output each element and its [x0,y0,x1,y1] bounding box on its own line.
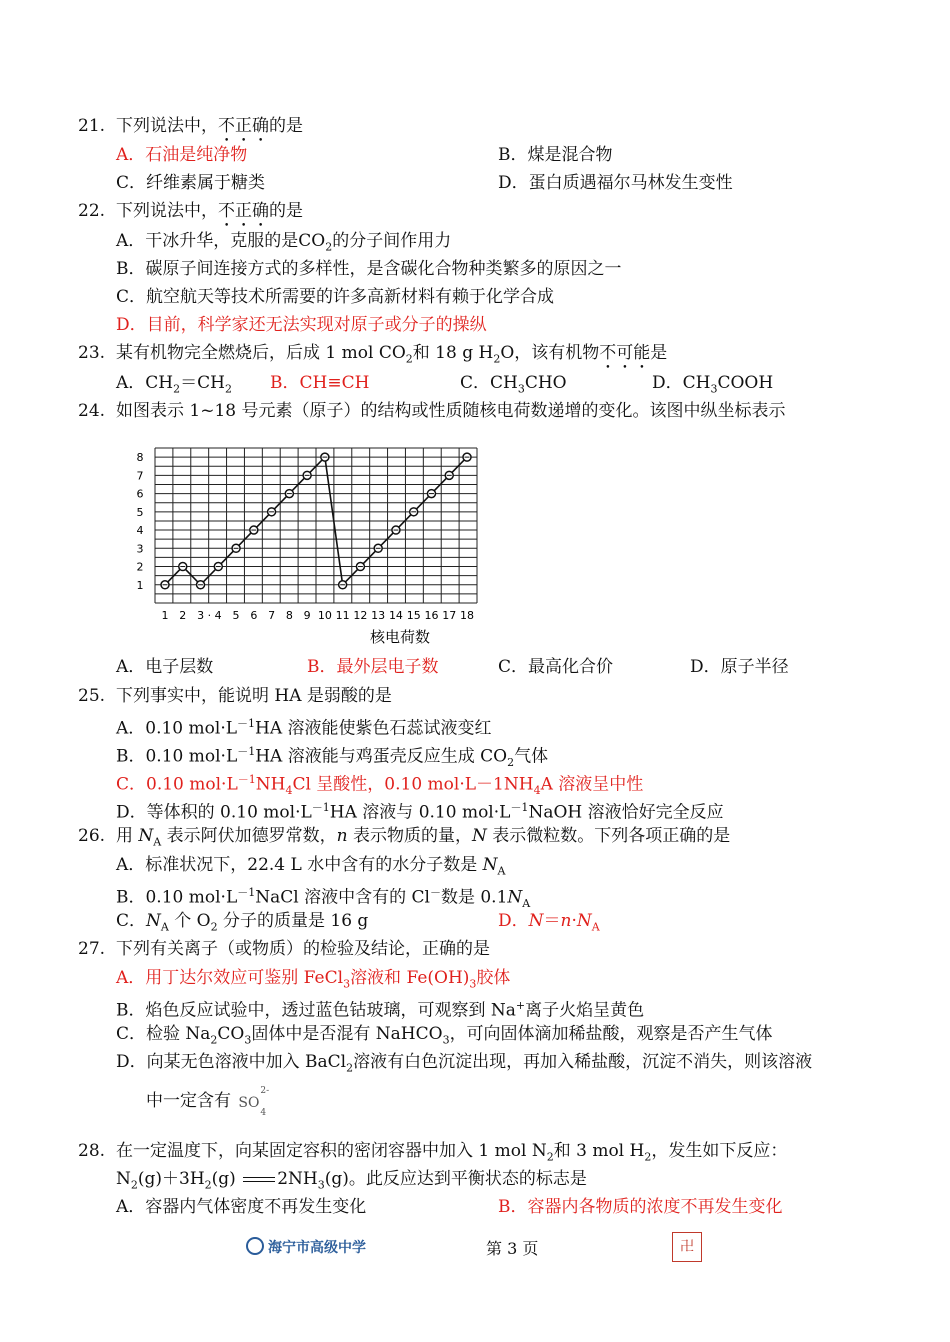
x-tick-label: 7 [268,609,276,622]
q28-option-a: A．容器内气体密度不再发生变化 [116,1197,367,1217]
x-tick-label: 14 [388,609,403,622]
q22-option-a: A．干冰升华，克服的是$CO_2$的分子间作用力 [116,231,452,254]
x-tick-label: 8 [285,609,293,622]
x-tick-label: 2 [179,609,187,622]
y-tick-label: 8 [136,451,144,465]
x-tick-label: 1 [161,609,169,622]
q27-option-c: C．检验 $Na_2CO_3$固体中是否混有 NaHCO$_3$，可向固体滴加稀盐酸，观察是否产生气体 [116,1024,773,1047]
x-tick-label: 17 [442,609,457,622]
q26-option-d: D．$N=n\cdot N_A$ [498,911,600,934]
q23-option-b: B．CH≡CH [270,373,370,393]
y-tick-label: 6 [136,487,144,501]
y-tick-label: 7 [136,469,144,483]
q27-option-d-line2: 中一定含有 SO 2- 4 [146,1084,272,1112]
q21-option-c: C．纤维素属于糖类 [116,173,266,193]
q26-option-a: A．标准状况下，22.4 L 水中含有的水分子数是 $N_A$ [116,855,506,878]
logo-circle-icon [246,1237,264,1255]
q27-stem: 27. 下列有关离子（或物质）的检验及结论，正确的是 [78,939,490,959]
x-tick-label: 13 [371,609,386,622]
chart-x-ticks [162,609,475,622]
q21-stem: 21. 下列说法中，不正确的是 [78,116,303,136]
q23-option-d: D．$CH_3COOH$ [652,373,774,396]
q24-option-c: C．最高化合价 [498,657,614,677]
q22-option-b: B．碳原子间连接方式的多样性，是含碳化合物种类繁多的原因之一 [116,259,622,279]
q25-option-c: C．0.10 $mol\cdot L^{-1}NH_4Cl$ 呈酸性，0.10 $mol\cdot L-1NH_4A$ 溶液呈中性 [116,773,644,798]
q26-option-c: C．$N_A$ 个 $O_2$ 分子的质量是 16 g [116,911,369,934]
q26-option-b: B．0.10 $mol\cdot L^{-1}NaCl$ 溶液中含有的 Cl－数是 $0.1N_A$ [116,886,531,911]
q22-option-c: C．航空航天等技术所需要的许多高新材料有赖于化学合成 [116,287,555,307]
q26-stem: 26. 用 $N_A$ 表示阿伏加德罗常数，n 表示物质的量，N 表示微粒数。下列各项正确的是 [78,826,731,849]
x-tick-label: 5 [232,609,240,622]
q21-option-b: B．煤是混合物 [498,145,613,165]
school-logo: 海宁市高级中学 [246,1237,366,1257]
y-tick-label: 3 [136,542,144,556]
q24-stem: 24. 如图表示 1~18 号元素（原子）的结构或性质随核电荷数递增的变化。该图中纵坐标表示 [78,401,786,421]
y-tick-label: 1 [136,578,144,592]
x-tick-label: 9 [303,609,311,622]
x-tick-label: 16 [424,609,439,622]
y-tick-label: 2 [136,560,144,574]
q23-option-c: C．$CH_3CHO$ [460,373,567,396]
q23-stem: 23. 某有机物完全燃烧后，后成 1 mol $CO_2$和 18 g $H_2O$，该有机物不可能是 [78,343,668,366]
q24-chart [130,440,490,650]
q27-option-a: A．用丁达尔效应可鉴别 FeCl$_3$溶液和 $Fe(OH)_3$胶体 [116,968,511,991]
y-tick-label: 5 [136,505,144,519]
sulfate-ion: SO 2- 4 [238,1086,270,1118]
x-tick-label: 18 [460,609,474,622]
q21-option-a: A．石油是纯净物 [116,145,248,165]
q24-option-d: D．原子半径 [690,657,789,677]
x-tick-label: 6 [250,609,258,622]
page-number: 第 3 页 [486,1239,539,1258]
q25-option-b: B．0.10 $mol\cdot L^{-1}HA$ 溶液能与鸡蛋壳反应生成 $CO_2$气体 [116,745,549,770]
chart-y-ticks [137,451,144,592]
q22-stem: 22. 下列说法中，不正确的是 [78,201,303,221]
x-tick-label: 12 [353,609,368,622]
x-tick-label: 3 · 4 [197,609,222,622]
chart-grid [155,448,477,603]
q21-option-d: D．蛋白质遇福尔马林发生变性 [498,173,733,193]
q22-option-d: D．目前，科学家还无法实现对原子或分子的操纵 [116,315,487,335]
q28-stem: 28. 在一定温度下，向某固定容积的密闭容器中加入 1 mol $N_2$和 3 mol $H_2$，发生如下反应： [78,1141,788,1164]
x-axis-label: 核电荷数 [369,628,431,646]
q25-option-d: D．等体积的 0.10 $mol\cdot L^{-1}HA$ 溶液与 0.10 $mol\cdot L^{-1}NaOH$ 溶液恰好完全反应 [116,801,724,823]
equilibrium-arrow-icon [241,1175,277,1185]
q23-option-a: A．$CH_2=CH_2$ [116,373,232,396]
q28-equation: $N_2(g)+3H_2(g)$ $2NH_3(g)$。此反应达到平衡状态的标志是 [116,1169,587,1192]
x-tick-label: 15 [406,609,421,622]
q25-stem: 25. 下列事实中，能说明 HA 是弱酸的是 [78,686,392,706]
x-tick-label: 11 [335,609,350,622]
q28-option-b: B．容器内各物质的浓度不再发生变化 [498,1197,783,1217]
q24-option-a: A．电子层数 [116,657,214,677]
q27-option-d: D．向某无色溶液中加入 BaCl$_2$溶液有白色沉淀出现，再加入稀盐酸，沉淀不消失，则该溶液 [116,1052,813,1075]
q25-option-a: A．0.10 $mol\cdot L^{-1}HA$ 溶液能使紫色石蕊试液变红 [116,717,492,739]
q24-option-b: B．最外层电子数 [307,657,439,677]
y-tick-label: 4 [136,524,144,538]
q27-option-b: B．焰色反应试验中，透过蓝色钴玻璃，可观察到 Na+离子火焰呈黄色 [116,999,645,1021]
x-tick-label: 10 [317,609,332,622]
seal-stamp-icon: 卍 [672,1232,702,1262]
